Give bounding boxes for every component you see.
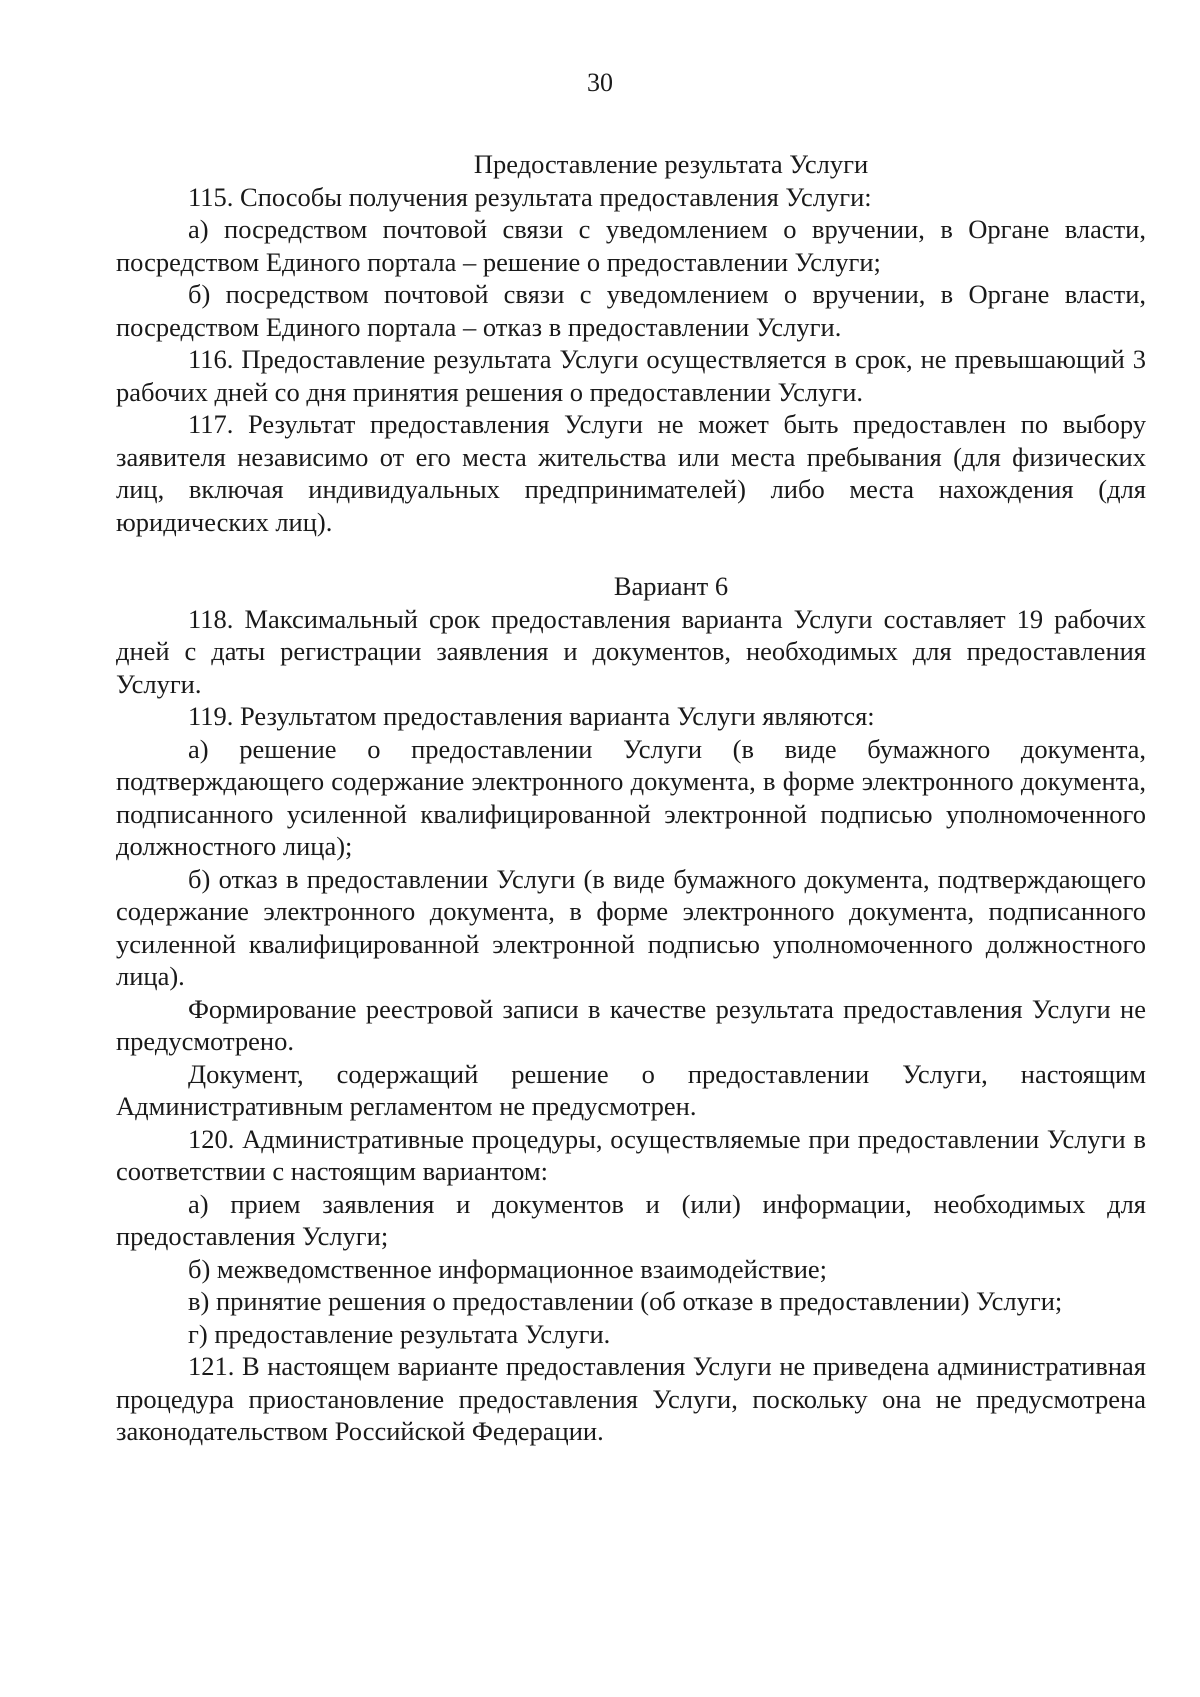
paragraph-120-d: г) предоставление результата Услуги. <box>188 1318 611 1349</box>
paragraph-120-c: в) принятие решения о предоставлении (об отказе в предоставлении) Услуги; <box>188 1286 1063 1316</box>
paragraph-120: 120. Административные процедуры, осуществляемые при предоставлении Услуги в соответствии с настоящим вариантом: <box>116 1123 1146 1186</box>
paragraph-120-b: б) межведомственное информационное взаимодействие; <box>188 1253 828 1284</box>
paragraph-115: 115. Способы получения результата предоставления Услуги: <box>188 181 872 212</box>
paragraph-121: 121. В настоящем варианте предоставления Услуги не приведена административная процедура приостановление предоставления Услуги, поскольку она не предусмотрена законодательством Российской Федерации. <box>116 1351 1146 1446</box>
paragraph-115-a: а) посредством почтовой связи с уведомлением о вручении, в Органе власти, посредством Единого портала – решение о предоставлении Услуги; <box>116 214 1146 277</box>
paragraph-119: 119. Результатом предоставления варианта Услуги являются: <box>188 701 875 731</box>
paragraph-119-a: а) решение о предоставлении Услуги (в виде бумажного документа, подтверждающего содержание электронного документа, в форме электронного документа, подписанного усиленной квалифицированной электронной подписью уполномоченного должностного лица); <box>116 733 1146 861</box>
paragraph-118: 118. Максимальный срок предоставления варианта Услуги составляет 19 рабочих дней с даты регистрации заявления и документов, необходимых для предоставления Услуги. <box>116 603 1146 699</box>
document-body <box>116 148 1146 1448</box>
paragraph-117: 117. Результат предоставления Услуги не может быть предоставлен по выбору заявителя независимо от его места жительства или места пребывания (для физических лиц, включая индивидуальных предпринимателей) либо места нахождения (для юридических лиц). <box>116 409 1146 537</box>
paragraph-decision-document: Документ, содержащий решение о предоставлении Услуги, настоящим Административным регламентом не предусмотрен. <box>116 1058 1146 1121</box>
page-number: 30 <box>587 68 613 97</box>
paragraph-116: 116. Предоставление результата Услуги осуществляется в срок, не превышающий 3 рабочих дней со дня принятия решения о предоставлении Услуги. <box>116 344 1146 407</box>
paragraph-119-b: б) отказ в предоставлении Услуги (в виде бумажного документа, подтверждающего содержание электронного документа, в форме электронного документа, подписанного усиленной квалифицированной электронной подписью уполномоченного должностного лица). <box>116 863 1146 991</box>
section-heading-variant-6: Вариант 6 <box>613 571 729 601</box>
paragraph-120-a: а) прием заявления и документов и (или) информации, необходимых для предоставления Услуги; <box>116 1188 1146 1251</box>
paragraph-115-b: б) посредством почтовой связи с уведомлением о вручении, в Органе власти, посредством Единого портала – отказ в предоставлении Услуги. <box>116 279 1146 342</box>
section-heading-result: Предоставление результата Услуги <box>473 149 869 179</box>
paragraph-registry-record: Формирование реестровой записи в качестве результата предоставления Услуги не предусмотрено. <box>116 993 1146 1056</box>
